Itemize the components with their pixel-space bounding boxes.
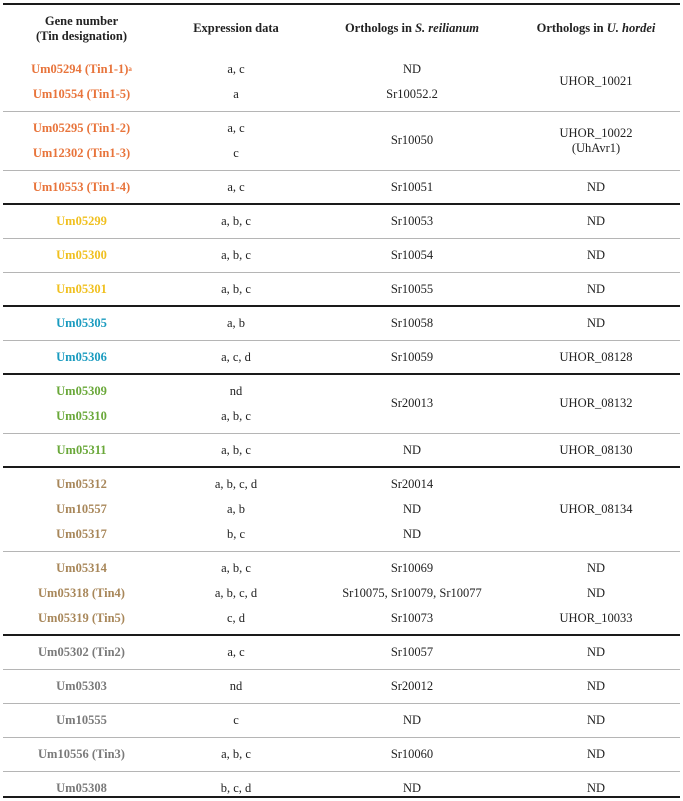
uh-ortholog-cell — [512, 606, 680, 631]
gene-cell — [3, 556, 160, 581]
expression-cell: a, c — [227, 179, 245, 194]
gene-number: Um05294 (Tin1-1) — [31, 61, 129, 76]
uh-ortholog-line: UHOR_10022 — [559, 125, 633, 140]
expression-cell: a, b — [226, 315, 246, 330]
uh-ortholog-line: UHOR_08128 — [559, 349, 633, 364]
uh-ortholog-cell — [512, 556, 680, 581]
group-divider — [3, 340, 680, 341]
group-divider-thick — [3, 466, 680, 468]
gene-cell — [3, 116, 160, 141]
uh-ortholog-cell — [512, 640, 680, 665]
uh-ortholog-cell — [512, 345, 680, 370]
gene-cell — [3, 674, 160, 699]
gene-number: Um10553 (Tin1-4) — [32, 179, 131, 194]
group-divider — [3, 669, 680, 670]
uh-ortholog-line: ND — [586, 560, 606, 575]
gene-number: Um05310 — [56, 408, 107, 423]
gene-number: Um05301 — [56, 281, 107, 296]
uh-ortholog-line: UHOR_08134 — [559, 501, 633, 516]
gene-cell — [3, 404, 160, 429]
expression-cell: a, b — [226, 501, 246, 516]
gene-cell — [3, 606, 160, 631]
sr-ortholog-cell: ND — [402, 526, 422, 541]
gene-cell — [3, 209, 160, 234]
group-divider — [3, 238, 680, 239]
gene-cell — [3, 311, 160, 336]
gene-number: Um10555 — [56, 712, 107, 727]
uh-ortholog-line: ND — [586, 315, 606, 330]
header-sr-prefix: Orthologs in — [344, 21, 416, 35]
header-gene-line2: (Tin designation) — [35, 28, 128, 43]
uh-ortholog-line: ND — [586, 179, 606, 194]
gene-number: Um05306 — [56, 349, 107, 364]
uh-ortholog-line: ND — [586, 585, 606, 600]
uh-ortholog-line: ND — [586, 247, 606, 262]
uh-ortholog-line: ND — [586, 746, 606, 761]
group-divider — [3, 170, 680, 171]
gene-number: Um05308 — [56, 780, 107, 795]
sr-ortholog-cell: Sr10058 — [390, 315, 434, 330]
uh-ortholog-cell — [512, 472, 680, 547]
sr-ortholog-cell: ND — [402, 780, 422, 795]
uh-ortholog-line: ND — [586, 644, 606, 659]
gene-cell — [3, 438, 160, 463]
gene-number: Um05314 — [56, 560, 107, 575]
gene-cell — [3, 243, 160, 268]
uh-ortholog-cell — [512, 379, 680, 429]
group-divider — [3, 433, 680, 434]
expression-cell: a, c — [227, 120, 245, 135]
group-divider-thick — [3, 203, 680, 205]
gene-cell — [3, 379, 160, 404]
uh-ortholog-cell — [512, 438, 680, 463]
header-gene-line1: Gene number — [44, 13, 119, 28]
gene-number: Um05305 — [56, 315, 107, 330]
uh-ortholog-line: ND — [586, 712, 606, 727]
header-expression-data: Expression data — [193, 21, 279, 35]
uh-ortholog-line: ND — [586, 780, 606, 795]
gene-cell — [3, 345, 160, 370]
group-divider-thick — [3, 634, 680, 636]
group-divider — [3, 111, 680, 112]
expression-cell: a, c — [227, 61, 245, 76]
gene-number: Um05318 (Tin4) — [38, 585, 125, 600]
expression-cell: nd — [229, 678, 243, 693]
expression-cell: a, b, c — [221, 247, 251, 262]
expression-cell: b, c — [226, 526, 246, 541]
gene-number: Um10556 (Tin3) — [38, 746, 125, 761]
gene-number: Um05311 — [56, 442, 107, 457]
sr-ortholog-cell: Sr20014 — [390, 476, 434, 491]
expression-cell: a, b, c — [221, 281, 251, 296]
group-divider — [3, 771, 680, 772]
uh-ortholog-cell — [512, 57, 680, 107]
sr-ortholog-cell: Sr10059 — [390, 349, 434, 364]
group-divider — [3, 272, 680, 273]
sr-ortholog-cell: Sr10052.2 — [386, 86, 438, 101]
expression-cell: a, b, c, d — [214, 476, 258, 491]
uh-ortholog-cell — [512, 311, 680, 336]
gene-cell — [3, 581, 160, 606]
sr-ortholog-cell: Sr10057 — [390, 644, 434, 659]
expression-cell: a, b, c — [221, 408, 251, 423]
gene-cell — [3, 472, 160, 497]
gene-number: Um05295 (Tin1-2) — [32, 120, 131, 135]
expression-cell: c — [233, 712, 239, 727]
sr-ortholog-cell: ND — [402, 712, 422, 727]
sr-ortholog-cell: Sr10050 — [390, 133, 434, 147]
gene-cell: Um05294 (Tin1-1) a — [31, 61, 132, 76]
group-divider — [3, 737, 680, 738]
gene-cell — [3, 82, 160, 107]
expression-cell: nd — [229, 383, 243, 398]
expression-cell: c, d — [226, 610, 246, 625]
gene-cell — [3, 141, 160, 166]
gene-cell — [3, 277, 160, 302]
gene-number: Um05312 — [56, 476, 107, 491]
uh-ortholog-line: UHOR_08132 — [559, 396, 633, 410]
sr-ortholog-cell: Sr10054 — [390, 247, 434, 262]
expression-cell: a, c, d — [221, 349, 251, 364]
sr-ortholog-cell: Sr20013 — [390, 396, 434, 410]
gene-number: Um05319 (Tin5) — [38, 610, 125, 625]
sr-ortholog-cell: Sr10075, Sr10079, Sr10077 — [342, 585, 482, 600]
expression-cell: a, c — [227, 644, 245, 659]
gene-number: Um05300 — [56, 247, 107, 262]
gene-cell — [3, 175, 160, 200]
expression-cell: a, b, c, d — [214, 585, 258, 600]
uh-ortholog-cell — [512, 243, 680, 268]
gene-cell — [3, 708, 160, 733]
gene-number: Um05303 — [56, 678, 107, 693]
header-uh-species: U. hordei — [606, 21, 656, 35]
header-gene-number — [3, 5, 160, 52]
uh-ortholog-cell — [512, 175, 680, 200]
uh-ortholog-line: (UhAvr1) — [571, 140, 621, 155]
group-divider — [3, 703, 680, 704]
gene-number: Um12302 (Tin1-3) — [32, 145, 131, 160]
expression-cell: a, b, c — [221, 560, 251, 575]
uh-ortholog-cell — [512, 209, 680, 234]
expression-cell: a, b, c — [221, 442, 251, 457]
header-sr-species: S. reilianum — [415, 21, 480, 35]
sr-ortholog-cell: Sr10073 — [390, 610, 434, 625]
uh-ortholog-line: ND — [586, 281, 606, 296]
uh-ortholog-line: UHOR_10021 — [559, 74, 633, 88]
uh-ortholog-line: ND — [586, 213, 606, 228]
expression-cell: b, c, d — [220, 780, 252, 795]
header-orthologs-s-reilianum — [312, 5, 512, 52]
sr-ortholog-cell: Sr10051 — [390, 179, 434, 194]
table-header-row — [3, 5, 680, 52]
gene-number: Um05302 (Tin2) — [38, 644, 125, 659]
gene-number: Um05317 — [56, 526, 107, 541]
ortholog-table — [3, 0, 680, 800]
gene-cell — [3, 522, 160, 547]
uh-ortholog-cell — [512, 277, 680, 302]
sr-ortholog-cell: Sr10060 — [390, 746, 434, 761]
gene-number: Um10554 (Tin1-5) — [32, 86, 131, 101]
expression-cell: a, b, c — [221, 213, 251, 228]
uh-ortholog-line: UHOR_10033 — [559, 610, 633, 625]
uh-ortholog-line: UHOR_08130 — [559, 442, 633, 457]
uh-ortholog-cell — [512, 116, 680, 166]
uh-ortholog-line: ND — [586, 678, 606, 693]
group-divider-thick — [3, 305, 680, 307]
gene-cell — [3, 640, 160, 665]
sr-ortholog-cell: Sr20012 — [390, 678, 434, 693]
expression-cell: c — [233, 145, 239, 160]
gene-number: Um10557 — [56, 501, 107, 516]
sr-ortholog-cell: ND — [402, 442, 422, 457]
gene-number: Um05299 — [56, 213, 107, 228]
uh-ortholog-cell — [512, 708, 680, 733]
expression-cell: a, b, c — [221, 746, 251, 761]
header-orthologs-u-hordei — [512, 5, 680, 52]
sr-ortholog-cell: Sr10055 — [390, 281, 434, 296]
gene-cell — [3, 497, 160, 522]
gene-number: Um05309 — [56, 383, 107, 398]
table-bottom-rule — [3, 796, 680, 798]
header-uh-prefix: Orthologs in — [536, 21, 607, 35]
sr-ortholog-cell: Sr10069 — [390, 560, 434, 575]
group-divider — [3, 551, 680, 552]
gene-cell — [3, 742, 160, 767]
uh-ortholog-cell — [512, 742, 680, 767]
sr-ortholog-cell: Sr10053 — [390, 213, 434, 228]
group-divider-thick — [3, 373, 680, 375]
expression-cell: a — [233, 86, 239, 101]
uh-ortholog-cell — [512, 674, 680, 699]
sr-ortholog-cell: ND — [402, 501, 422, 516]
uh-ortholog-cell — [512, 581, 680, 606]
sr-ortholog-cell: ND — [402, 61, 422, 76]
